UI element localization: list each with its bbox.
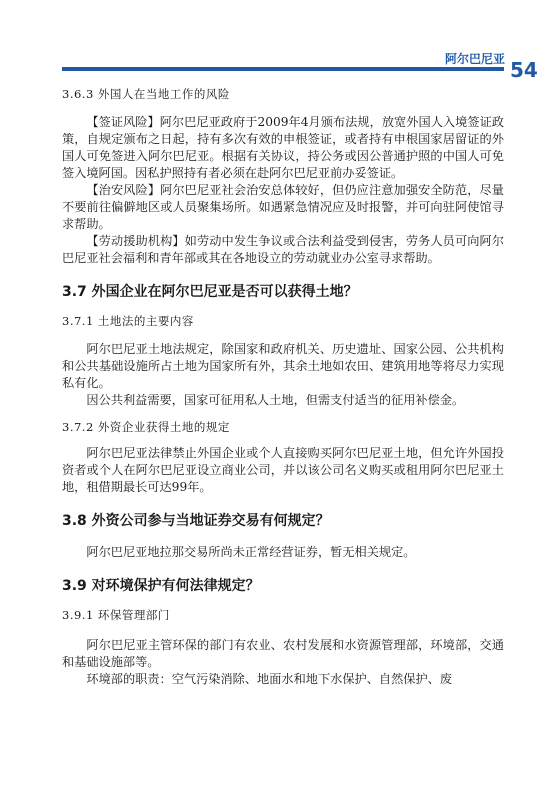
section-heading-3-8: 3.8 外资公司参与当地证券交易有何规定？ [62, 513, 330, 529]
paragraph-visa-risk: 【签证风险】阿尔巴尼亚政府于2009年4月颁布法规，放宽外国人入境签证政策，自规定颁布之日起，持有多次有效的申根签证，或者持有申根国家居留证的外国人可免签进入阿尔巴尼亚。根据有关协议，持公务或因公普通护照的中国人可免签入境阿国。因私护照持有者必须在赴阿尔巴尼亚前办妥签证。 [62, 115, 504, 180]
page-header [0, 0, 559, 80]
page-content [62, 86, 504, 688]
subsection-heading-3-7-1: 3.7.1 土地法的主要内容 [62, 314, 194, 328]
paragraph-securities: 阿尔巴尼亚地拉那交易所尚未正常经营证券，暂无相关规定。 [86, 545, 416, 559]
header-rule [62, 67, 504, 71]
subsection-heading-3-7-2: 3.7.2 外资企业获得土地的规定 [62, 420, 230, 434]
subsection-heading-3-6-3: 3.6.3 外国人在当地工作的风险 [62, 87, 230, 101]
paragraph-land-law: 阿尔巴尼亚土地法规定，除国家和政府机关、历史遗址、国家公园、公共机构和公共基础设施所占土地为国家所有外，其余土地如农田、建筑用地等将尽力实现私有化。 [62, 342, 504, 390]
paragraph-labor-assistance: 【劳动援助机构】如劳动中发生争议或合法利益受到侵害，劳务人员可向阿尔巴尼亚社会福利和青年部或其在各地设立的劳动就业办公室寻求帮助。 [62, 234, 504, 265]
header-country-title: 阿尔巴尼亚 [444, 52, 505, 66]
section-heading-3-9: 3.9 对环境保护有何法律规定？ [62, 578, 260, 594]
subsection-heading-3-9-1: 3.9.1 环保管理部门 [62, 608, 170, 622]
paragraph-env-duties: 环境部的职责：空气污染消除、地面水和地下水保护、自然保护、废 [86, 672, 453, 686]
paragraph-foreign-land: 阿尔巴尼亚法律禁止外国企业或个人直接购买阿尔巴尼亚土地，但允许外国投资者或个人在阿尔巴尼亚设立商业公司，并以该公司名义购买或租用阿尔巴尼亚土地，租借期最长可达99年。 [62, 446, 504, 494]
paragraph-security-risk: 【治安风险】阿尔巴尼亚社会治安总体较好，但仍应注意加强安全防范，尽量不要前往偏僻地区或人员聚集场所。如遇紧急情况应及时报警，并可向驻阿使馆寻求帮助。 [62, 183, 504, 231]
paragraph-land-expropriation: 因公共利益需要，国家可征用私人土地，但需支付适当的征用补偿金。 [86, 393, 465, 407]
section-heading-3-7: 3.7 外国企业在阿尔巴尼亚是否可以获得土地？ [62, 284, 358, 300]
page-number: 54 [510, 58, 538, 82]
paragraph-env-departments: 阿尔巴尼亚主管环保的部门有农业、农村发展和水资源管理部，环境部，交通和基础设施部等。 [62, 638, 504, 669]
